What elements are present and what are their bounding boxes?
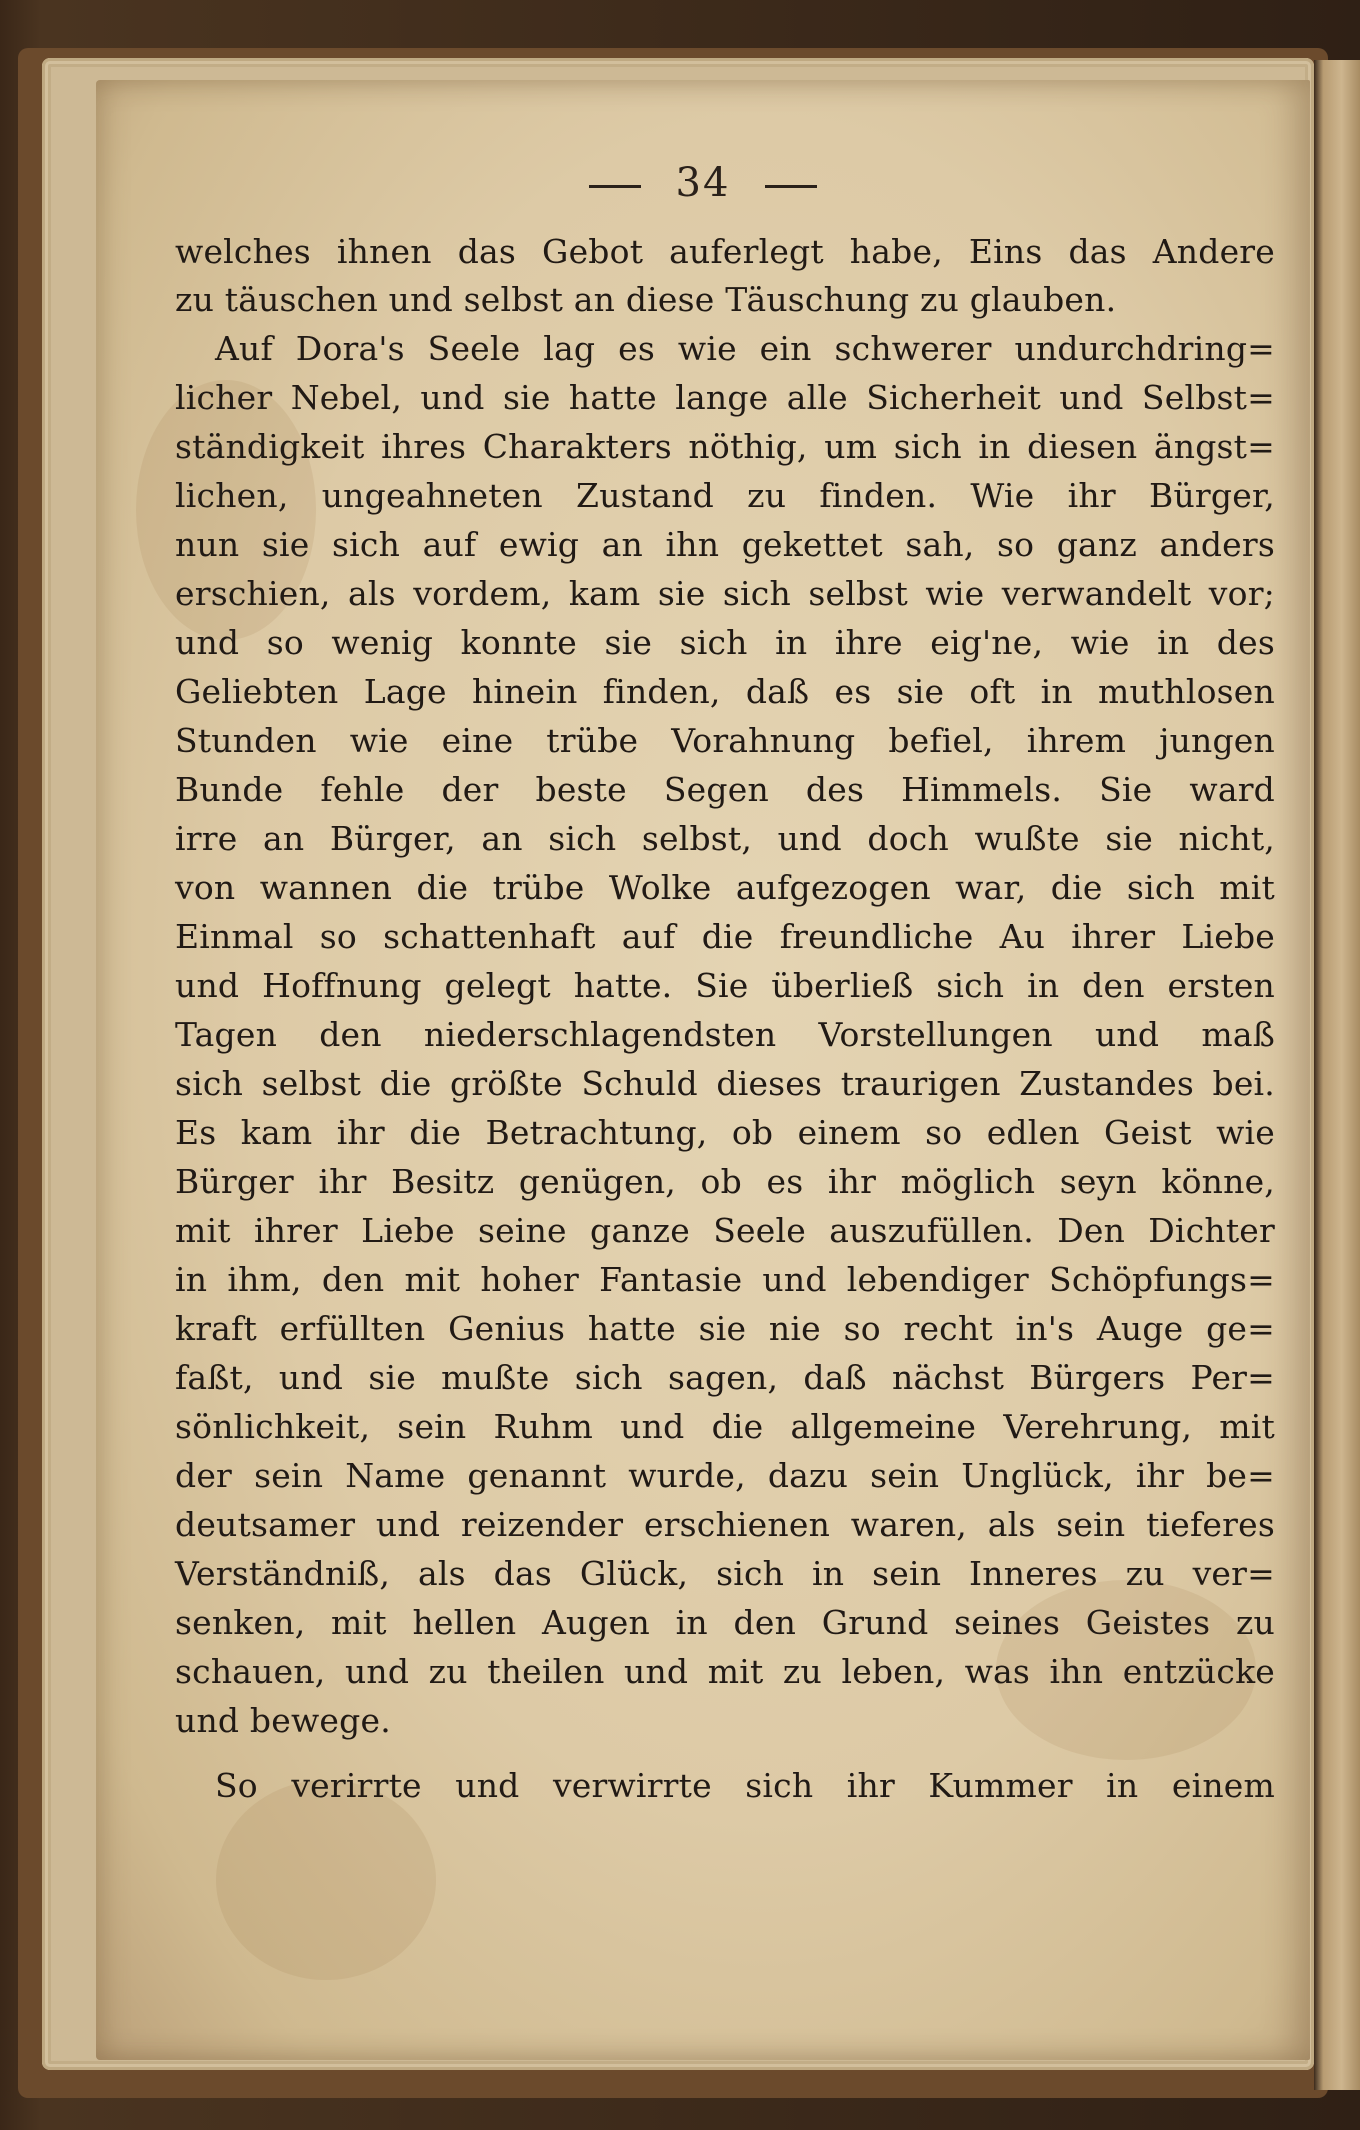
text-line: senken, mit hellen Augen in den Grund seines Geistes zu [175, 1603, 1275, 1642]
text-line: Tagen den niederschlagendsten Vorstellungen und maß [175, 1015, 1275, 1054]
text-line: ständigkeit ihres Charakters nöthig, um sich in diesen ängst= [175, 427, 1275, 466]
text-line: und so wenig konnte sie sich in ihre eig'ne, wie in des [175, 623, 1275, 662]
text-line: und Hoffnung gelegt hatte. Sie überließ sich in den ersten [175, 966, 1275, 1005]
text-line: Auf Dora's Seele lag es wie ein schwerer undurchdring= [215, 329, 1275, 368]
text-line: welches ihnen das Gebot auferlegt habe, Eins das Andere [175, 232, 1275, 271]
text-line: Es kam ihr die Betrachtung, ob einem so edlen Geist wie [175, 1113, 1275, 1152]
page-header [96, 160, 1310, 206]
text-line: sönlichkeit, sein Ruhm und die allgemeine Verehrung, mit [175, 1407, 1275, 1446]
text-line: Einmal so schattenhaft auf die freundliche Au ihrer Liebe [175, 917, 1275, 956]
text-line: der sein Name genannt wurde, dazu sein Unglück, ihr be= [175, 1456, 1275, 1495]
page-number: 34 [675, 160, 731, 206]
text-line: Verständniß, als das Glück, sich in sein Inneres zu ver= [175, 1554, 1275, 1593]
text-line: Bürger ihr Besitz genügen, ob es ihr möglich seyn könne, [175, 1162, 1275, 1201]
text-line: und bewege. [175, 1701, 391, 1740]
text-line: faßt, und sie mußte sich sagen, daß nächst Bürgers Per= [175, 1358, 1275, 1397]
text-line: nun sie sich auf ewig an ihn gekettet sah, so ganz anders [175, 525, 1275, 564]
text-line: in ihm, den mit hoher Fantasie und lebendiger Schöpfungs= [175, 1260, 1275, 1299]
text-line: Bunde fehle der beste Segen des Himmels. Sie ward [175, 770, 1275, 809]
text-line: Stunden wie eine trübe Vorahnung befiel, ihrem jungen [175, 721, 1275, 760]
text-line: schauen, und zu theilen und mit zu leben, was ihn entzücke [175, 1652, 1275, 1691]
text-line: sich selbst die größte Schuld dieses traurigen Zustandes bei. [175, 1064, 1275, 1103]
text-line: von wannen die trübe Wolke aufgezogen war, die sich mit [175, 868, 1275, 907]
text-line: deutsamer und reizender erschienen waren, als sein tieferes [175, 1505, 1275, 1544]
text-line: zu täuschen und selbst an diese Täuschung zu glauben. [175, 280, 1117, 319]
text-line: mit ihrer Liebe seine ganze Seele auszufüllen. Den Dichter [175, 1211, 1275, 1250]
text-line: erschien, als vordem, kam sie sich selbst wie verwandelt vor; [175, 574, 1275, 613]
header-dash-left [589, 185, 641, 188]
text-line: licher Nebel, und sie hatte lange alle Sicherheit und Selbst= [175, 378, 1275, 417]
text-line: So verirrte und verwirrte sich ihr Kummer in einem [215, 1766, 1275, 1805]
paper-stain [216, 1780, 436, 1980]
text-line: lichen, ungeahneten Zustand zu finden. Wie ihr Bürger, [175, 476, 1275, 515]
header-dash-right [765, 185, 817, 188]
text-line: kraft erfüllten Genius hatte sie nie so recht in's Auge ge= [175, 1309, 1275, 1348]
text-line: Geliebten Lage hinein finden, daß es sie oft in muthlosen [175, 672, 1275, 711]
facing-page-edge [1314, 60, 1360, 2090]
text-line: irre an Bürger, an sich selbst, und doch wußte sie nicht, [175, 819, 1275, 858]
